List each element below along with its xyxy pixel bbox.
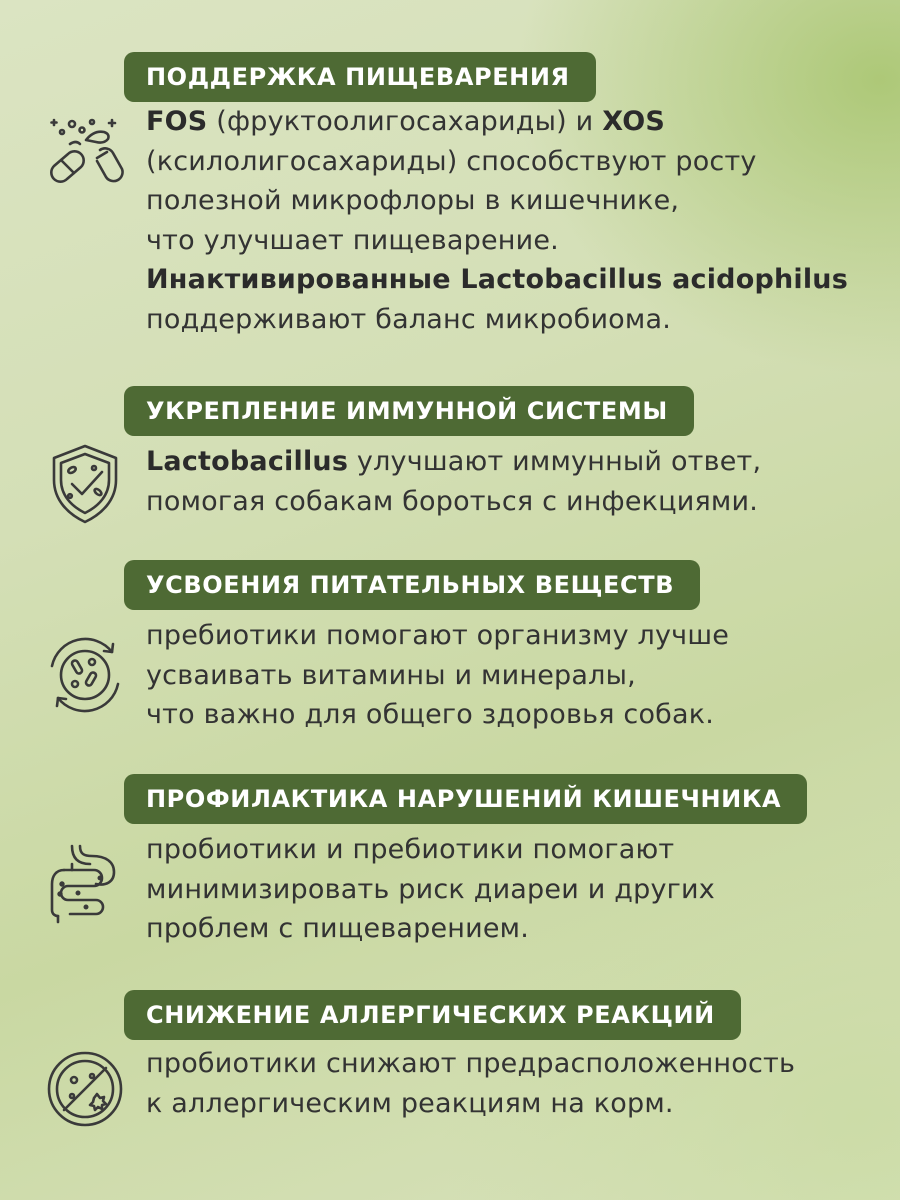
- no-allergen-icon: [42, 1046, 128, 1132]
- text-line: проблем с пищеварением.: [146, 913, 530, 944]
- section-text-nutrients: [146, 616, 866, 735]
- section-title-allergy: СНИЖЕНИЕ АЛЛЕРГИЧЕСКИХ РЕАКЦИЙ: [124, 990, 741, 1040]
- text-line: полезной микрофлоры в кишечнике,: [146, 185, 680, 216]
- text-fragment: улучшают иммунный ответ,: [348, 446, 762, 477]
- bacteria-cycle-icon: [42, 632, 128, 718]
- lactobacillus-term: Lactobacillus: [146, 446, 349, 477]
- fos-description: (фруктоолигосахариды) и: [207, 106, 603, 137]
- text-line: что улучшает пищеварение.: [146, 224, 559, 256]
- section-text-intestine: [146, 830, 866, 949]
- text-line: поддерживают баланс микробиома.: [146, 303, 672, 335]
- section-title-digestion: ПОДДЕРЖКА ПИЩЕВАРЕНИЯ: [124, 52, 596, 102]
- section-title-nutrients: УСВОЕНИЯ ПИТАТЕЛЬНЫХ ВЕЩЕСТВ: [124, 560, 700, 610]
- lactobacillus-acidophilus-term: Инактивированные Lactobacillus acidophilus: [146, 264, 848, 295]
- section-text-digestion: [146, 102, 866, 339]
- capsule-icon: [42, 110, 128, 196]
- section-text-immunity: [146, 442, 866, 521]
- section-title-intestine: ПРОФИЛАКТИКА НАРУШЕНИЙ КИШЕЧНИКА: [124, 774, 807, 824]
- text-line: минимизировать риск диареи и других: [146, 873, 715, 905]
- text-line: пребиотики помогают организму лучше: [146, 620, 730, 651]
- xos-term: XOS: [602, 106, 666, 137]
- text-line: к аллергическим реакциям на корм.: [146, 1087, 674, 1119]
- text-line: пробиотики снижают предрасположенность: [146, 1048, 796, 1079]
- section-text-allergy: [146, 1044, 866, 1123]
- shield-check-icon: [42, 440, 128, 526]
- text-line: помогая собакам бороться с инфекциями.: [146, 485, 759, 517]
- text-line: усваивать витамины и минералы,: [146, 659, 636, 691]
- text-line: что важно для общего здоровья собак.: [146, 699, 715, 730]
- text-line: (ксилолигосахариды) способствуют росту: [146, 145, 757, 177]
- section-title-immunity: УКРЕПЛЕНИЕ ИММУННОЙ СИСТЕМЫ: [124, 386, 694, 436]
- intestine-icon: [42, 840, 128, 926]
- fos-term: FOS: [146, 106, 208, 137]
- text-line: пробиотики и пребиотики помогают: [146, 834, 675, 865]
